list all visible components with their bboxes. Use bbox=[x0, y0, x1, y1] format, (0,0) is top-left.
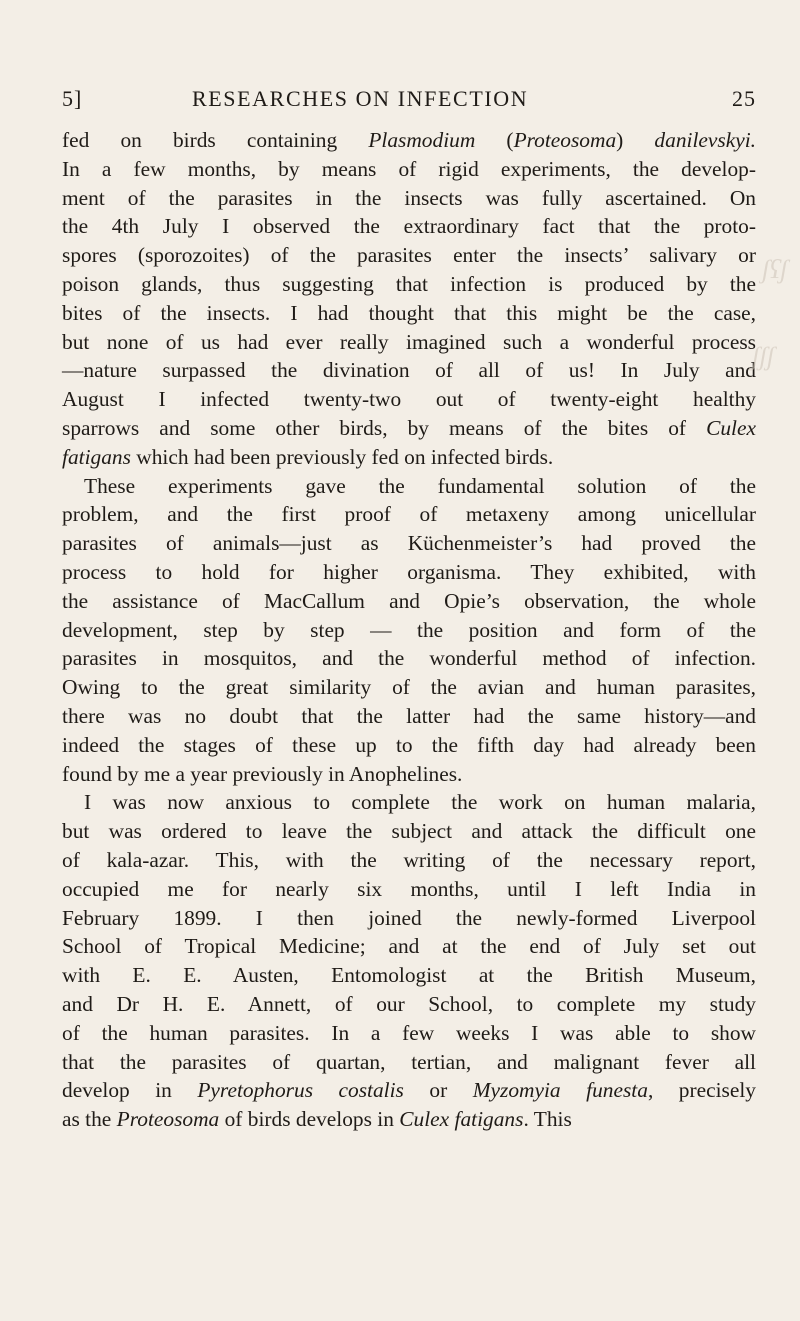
text-line bbox=[62, 414, 756, 443]
text-run: fed on birds containing bbox=[62, 128, 369, 152]
show-through-mark-lower: ʃʃʃ bbox=[752, 342, 775, 371]
text-run: February 1899. I then joined the newly-formed Liverpool bbox=[62, 905, 756, 930]
text-line bbox=[62, 990, 756, 1019]
text-run: Owing to the great similarity of the avian and human parasites, bbox=[62, 675, 756, 700]
text-line bbox=[62, 126, 756, 155]
text-run: and Dr H. E. Annett, of our School, to complete my study bbox=[62, 991, 756, 1016]
text-line bbox=[62, 1105, 756, 1134]
italic-text: Culex fatigans bbox=[399, 1107, 524, 1132]
text-line bbox=[62, 904, 756, 933]
text-line bbox=[62, 673, 756, 702]
text-run: but was ordered to leave the subject and attack the difficult one bbox=[62, 819, 756, 844]
text-line bbox=[62, 760, 756, 789]
text-line bbox=[62, 788, 756, 817]
text-line bbox=[62, 241, 756, 270]
text-line bbox=[62, 385, 756, 414]
running-title: RESEARCHES ON INFECTION bbox=[192, 86, 529, 111]
text-run: the assistance of MacCallum and Opie’s observation, the whole bbox=[62, 588, 756, 613]
text-line bbox=[62, 529, 756, 558]
page-number: 25 bbox=[732, 86, 756, 111]
text-line bbox=[62, 1019, 756, 1048]
text-run: develop in bbox=[62, 1078, 198, 1103]
text-line bbox=[62, 702, 756, 731]
text-run: sparrows and some other birds, by means of the bites of bbox=[62, 415, 707, 440]
text-line bbox=[62, 644, 756, 673]
text-line bbox=[62, 616, 756, 645]
text-line bbox=[62, 587, 756, 616]
text-run: parasites of animals—just as Küchenmeister’s had proved the bbox=[62, 531, 756, 556]
text-run: problem, and the first proof of metaxeny among unicellular bbox=[62, 502, 756, 527]
show-through-mark-upper: ʃʕʃ bbox=[762, 255, 788, 284]
text-run: of birds develops in bbox=[219, 1107, 400, 1132]
text-run: poison glands, thus suggesting that infection is produced by the bbox=[62, 271, 756, 296]
text-line bbox=[62, 961, 756, 990]
text-run: as the bbox=[62, 1107, 117, 1132]
text-run: of the human parasites. In a few weeks I was able to show bbox=[62, 1020, 756, 1045]
text-run: parasites in mosquitos, and the wonderful method of infection. bbox=[62, 646, 756, 671]
italic-text: danilevskyi. bbox=[654, 128, 756, 152]
text-run: ment of the parasites in the insects was fully ascertained. On bbox=[62, 185, 756, 210]
text-run: the 4th July I observed the extraordinary fact that the proto- bbox=[62, 214, 756, 239]
text-run: indeed the stages of these up to the fifth day had already been bbox=[62, 732, 756, 757]
section-number: 5] bbox=[62, 86, 83, 111]
italic-text: Proteosoma bbox=[513, 128, 617, 152]
text-line bbox=[62, 558, 756, 587]
text-run: I was now anxious to complete the work on human malaria, bbox=[84, 790, 756, 815]
text-run: These experiments gave the fundamental solution of the bbox=[84, 473, 756, 498]
text-line bbox=[62, 1048, 756, 1077]
text-run: —nature surpassed the divination of all of us! In July and bbox=[62, 358, 756, 383]
italic-text: Plasmodium bbox=[368, 128, 476, 152]
text-run: bites of the insects. I had thought that this might be the case, bbox=[62, 300, 756, 325]
italic-text: Myzomyia funesta bbox=[472, 1078, 648, 1103]
text-run: , precisely bbox=[647, 1078, 756, 1103]
italic-text: Pyretophorus costalis bbox=[197, 1078, 404, 1103]
text-line bbox=[62, 270, 756, 299]
text-line bbox=[62, 184, 756, 213]
text-run: spores (sporozoites) of the parasites enter the insects’ salivary or bbox=[62, 243, 756, 268]
text-run: August I infected twenty-two out of twenty-eight healthy bbox=[62, 387, 756, 412]
italic-text: Proteosoma bbox=[116, 1107, 220, 1132]
text-run: School of Tropical Medicine; and at the end of July set out bbox=[62, 934, 756, 959]
text-run: development, step by step — the position and form of the bbox=[62, 617, 756, 642]
text-run: ) bbox=[616, 128, 655, 152]
text-run: that the parasites of quartan, tertian, and malignant fever all bbox=[62, 1049, 756, 1074]
text-line bbox=[62, 731, 756, 760]
text-line bbox=[62, 846, 756, 875]
italic-text: Culex bbox=[706, 415, 756, 440]
text-run: but none of us had ever really imagined such a wonderful process bbox=[62, 329, 756, 354]
text-run: found by me a year previously in Anophelines. bbox=[62, 761, 463, 786]
text-line bbox=[62, 356, 756, 385]
text-line bbox=[62, 1076, 756, 1105]
text-line bbox=[62, 500, 756, 529]
running-header bbox=[62, 86, 756, 118]
text-run: . This bbox=[523, 1107, 572, 1132]
text-run: or bbox=[403, 1078, 473, 1103]
text-run: there was no doubt that the latter had the same history—and bbox=[62, 703, 756, 728]
text-run: occupied me for nearly six months, until I left India in bbox=[62, 876, 756, 901]
text-line bbox=[62, 817, 756, 846]
text-run: with E. E. Austen, Entomologist at the British Museum, bbox=[62, 963, 756, 988]
text-line bbox=[62, 472, 756, 501]
text-line bbox=[62, 155, 756, 184]
text-run: ( bbox=[475, 128, 514, 152]
text-run: process to hold for higher organisma. They exhibited, with bbox=[62, 559, 756, 584]
text-run: of kala-azar. This, with the writing of the necessary report, bbox=[62, 847, 756, 872]
text-line bbox=[62, 443, 756, 472]
text-line bbox=[62, 299, 756, 328]
text-line bbox=[62, 932, 756, 961]
text-run: which had been previously fed on infected birds. bbox=[130, 444, 554, 469]
text-line bbox=[62, 328, 756, 357]
text-run: In a few months, by means of rigid experiments, the develop- bbox=[62, 156, 756, 181]
italic-text: fatigans bbox=[62, 444, 131, 469]
text-line bbox=[62, 875, 756, 904]
body-text bbox=[62, 126, 756, 1134]
text-line bbox=[62, 212, 756, 241]
